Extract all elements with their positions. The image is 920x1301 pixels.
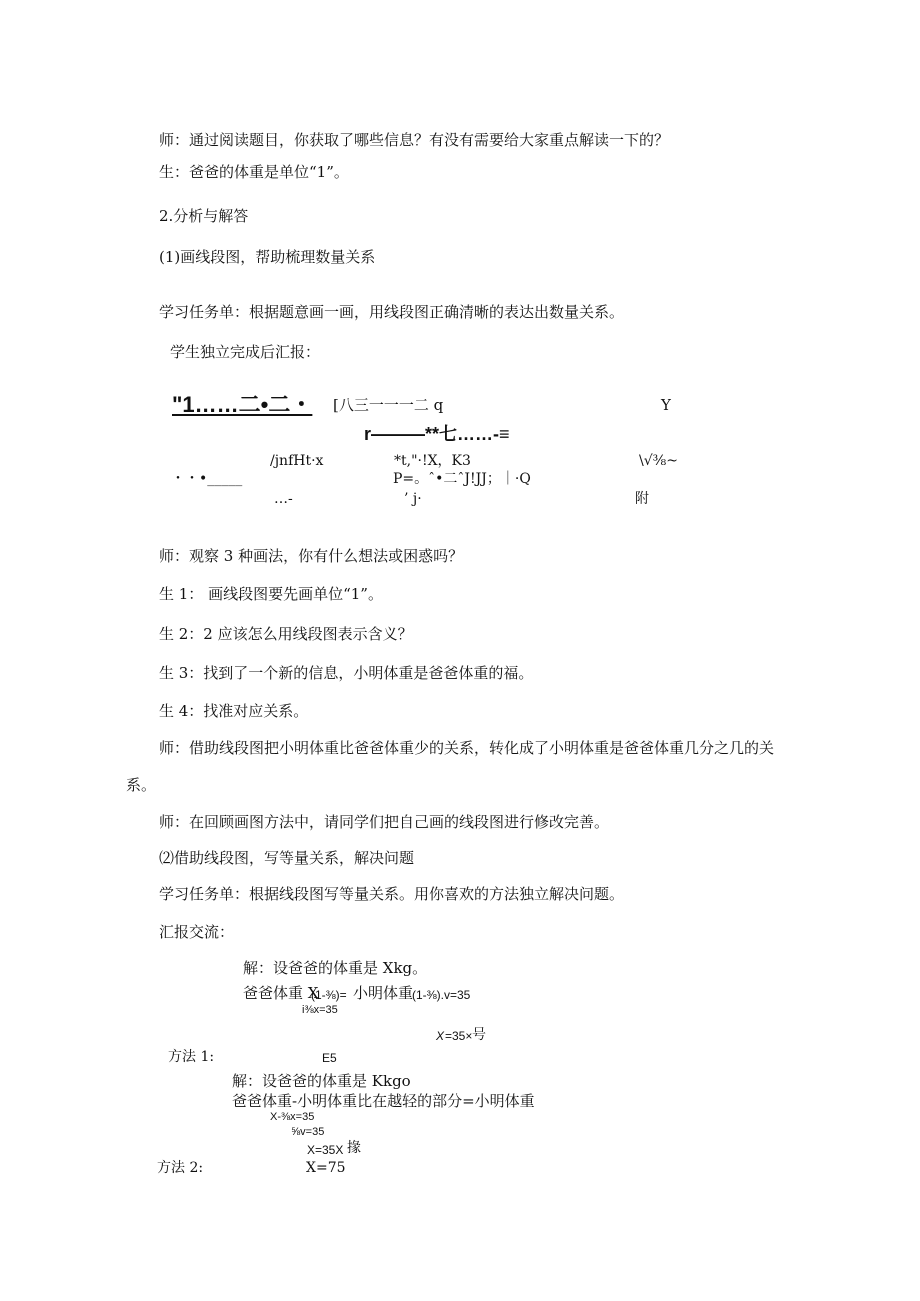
m1-answer: E5: [322, 1051, 337, 1065]
m2-step-1: X-⅜x=35: [270, 1111, 315, 1123]
teacher-revise: 师：在回顾画图方法中，请同学们把自己画的线段图进行修改完善。: [159, 813, 610, 831]
figure-line3-c: \√⅜~: [639, 453, 678, 469]
figure-line1-c: Y: [661, 396, 671, 414]
student-4: 生 4：找准对应关系。: [159, 702, 309, 720]
figure-line4-a: ・・•_____: [171, 471, 243, 487]
section-heading: 2.分析与解答: [159, 207, 249, 225]
m1-step: i⅜x=35: [302, 1004, 338, 1016]
m2-step-2: ⅝v=35: [291, 1126, 325, 1138]
m2-answer: X=75: [306, 1160, 346, 1176]
m2-step-3-frac: 掾: [347, 1140, 361, 1156]
figure-line5-a: …-: [274, 491, 293, 507]
figure-line1-b: [八三一一一二 q: [333, 396, 444, 414]
teacher-observe: 师：观察 3 种画法，你有什么想法或困惑吗？: [159, 547, 464, 565]
figure-line2: r———**七……-≡: [364, 424, 510, 444]
method-2-label: 方法 2:: [157, 1160, 204, 1176]
figure-line3-a: /jnfHt·x: [270, 453, 324, 469]
teacher-summary-line1: 师：借助线段图把小明体重比爸爸体重少的关系，转化成了小明体重是爸爸体重几分之几的关: [159, 739, 775, 757]
task-sheet-2: 学习任务单：根据线段图写等量关系。用你喜欢的方法独立解决问题。: [159, 885, 625, 903]
figure-line5-c: 附: [635, 491, 649, 507]
subsection-heading-2: ⑵借助线段图，写等量关系，解决问题: [159, 849, 415, 867]
m1-eq-d: (1-⅜).v=35: [412, 988, 471, 1002]
task-sheet-1: 学习任务单：根据题意画一画，用线段图正确清晰的表达出数量关系。: [159, 303, 625, 321]
teacher-question: 师：通过阅读题目，你获取了哪些信息？有没有需要给大家重点解读一下的？: [159, 131, 670, 149]
m1-eq-c: 小明体重: [353, 984, 414, 1002]
m1-result-frac: 号: [472, 1027, 486, 1043]
student-3: 生 3：找到了一个新的信息，小明体重是爸爸体重的福。: [159, 664, 534, 682]
figure-line1-a: "1……二•二・: [172, 392, 313, 417]
m2-step-3: X=35X: [307, 1143, 344, 1157]
m1-result-eq: =35×: [445, 1029, 473, 1043]
student-2: 生 2：2 应该怎么用线段图表示含义？: [159, 625, 413, 643]
m1-eq-a: 爸爸体重 X: [243, 984, 319, 1002]
figure-line4-b: P=。ˆ•二ˆJ!JJ；｜·Q: [393, 471, 531, 487]
method-1-label: 方法 1:: [168, 1049, 215, 1065]
figure-line3-b: *t,"·!X，K3: [394, 453, 471, 469]
report-exchange: 汇报交流：: [159, 923, 235, 941]
student-1: 生 1： 画线段图要先画单位“1”。: [159, 585, 383, 603]
figure-line5-b: ’ j·: [404, 491, 422, 507]
m1-result-x: X: [436, 1029, 445, 1043]
teacher-summary-line2: 系。: [126, 776, 157, 794]
m2-relation: 爸爸体重-小明体重比在越轻的部分=小明体重: [232, 1092, 535, 1110]
m1-eq-b: (1-⅜)=: [311, 988, 347, 1002]
report-intro: 学生独立完成后汇报：: [170, 343, 321, 361]
m2-let: 解：设爸爸的体重是 Kkgo: [232, 1072, 411, 1090]
subsection-heading: (1)画线段图，帮助梳理数量关系: [159, 248, 376, 266]
m1-let: 解：设爸爸的体重是 Xkg。: [243, 959, 428, 977]
student-answer: 生：爸爸的体重是单位“1”。: [159, 163, 349, 181]
